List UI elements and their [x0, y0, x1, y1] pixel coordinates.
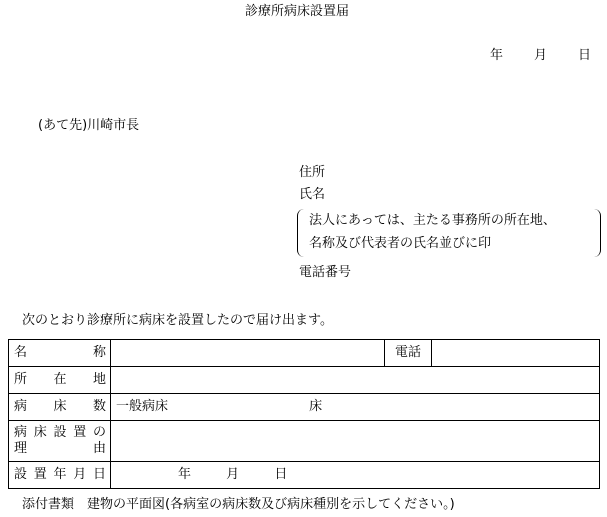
row-location: [9, 367, 600, 394]
beds-label-char: 数: [92, 399, 106, 414]
beds-label-char: 床: [53, 399, 67, 414]
setup-date-day: 日: [274, 467, 288, 482]
setup-date-year: 年: [178, 467, 192, 482]
intro-sentence: 次のとおり診療所に病床を設置したので届け出ます。: [22, 313, 333, 328]
attachment-note: 添付書類 建物の平面図(各病室の病床数及び病床種別を示してください。): [22, 497, 455, 512]
name-label-char: 称: [92, 345, 106, 360]
phone-label-cell: 電話: [385, 340, 432, 367]
setup-date-label-char: 日: [92, 467, 106, 482]
row-setup-date: [9, 462, 600, 489]
location-label-char: 地: [92, 372, 106, 387]
row-beds: [9, 394, 600, 421]
beds-type: 一般病床: [116, 399, 169, 414]
setup-date-value-cell[interactable]: [111, 462, 600, 489]
location-label-cell: [9, 367, 111, 394]
name-value-cell[interactable]: [111, 340, 385, 367]
setup-date-label-cell: [9, 462, 111, 489]
setup-date-label-char: 年: [53, 467, 67, 482]
name-label: 氏名: [299, 187, 326, 202]
row-reason: [9, 421, 600, 462]
location-value-cell[interactable]: [111, 367, 600, 394]
reason-label-char: 床: [33, 425, 47, 440]
beds-value-cell[interactable]: [111, 394, 600, 421]
bed-installation-form-table: [8, 339, 600, 489]
reason-label-char: 由: [92, 441, 106, 456]
reason-value-cell[interactable]: [111, 421, 600, 462]
phone-value-cell[interactable]: [432, 340, 600, 367]
reason-label-char: 設: [53, 425, 67, 440]
reason-label-char: 置: [73, 425, 87, 440]
corp-note-line2: 名称及び代表者の氏名並びに印: [309, 236, 492, 251]
document-title: 診療所病床設置届: [245, 4, 350, 19]
beds-unit: 床: [309, 399, 323, 414]
beds-label-cell: [9, 394, 111, 421]
setup-date-label-char: 置: [33, 467, 47, 482]
location-label-char: 在: [53, 372, 67, 387]
corp-note-line1: 法人にあっては、主たる事務所の所在地、: [309, 213, 556, 228]
row-name: [9, 340, 600, 367]
reason-label-cell: [9, 421, 111, 462]
name-label-cell: [9, 340, 111, 367]
reason-label-char: 理: [14, 441, 28, 456]
addressee: (あて先)川崎市長: [38, 118, 140, 133]
setup-date-label-char: 設: [14, 467, 28, 482]
reason-label-char: 病: [14, 425, 28, 440]
name-label-char: 名: [14, 345, 28, 360]
setup-date-month: 月: [226, 467, 240, 482]
setup-date-label-char: 月: [73, 467, 87, 482]
location-label-char: 所: [14, 372, 28, 387]
date-month: 月: [534, 48, 548, 63]
date-year: 年: [490, 48, 504, 63]
date-day: 日: [578, 48, 592, 63]
phone-number-label: 電話番号: [299, 265, 352, 280]
address-label: 住所: [299, 165, 326, 180]
beds-label-char: 病: [14, 399, 28, 414]
reason-label-char: の: [92, 425, 106, 440]
